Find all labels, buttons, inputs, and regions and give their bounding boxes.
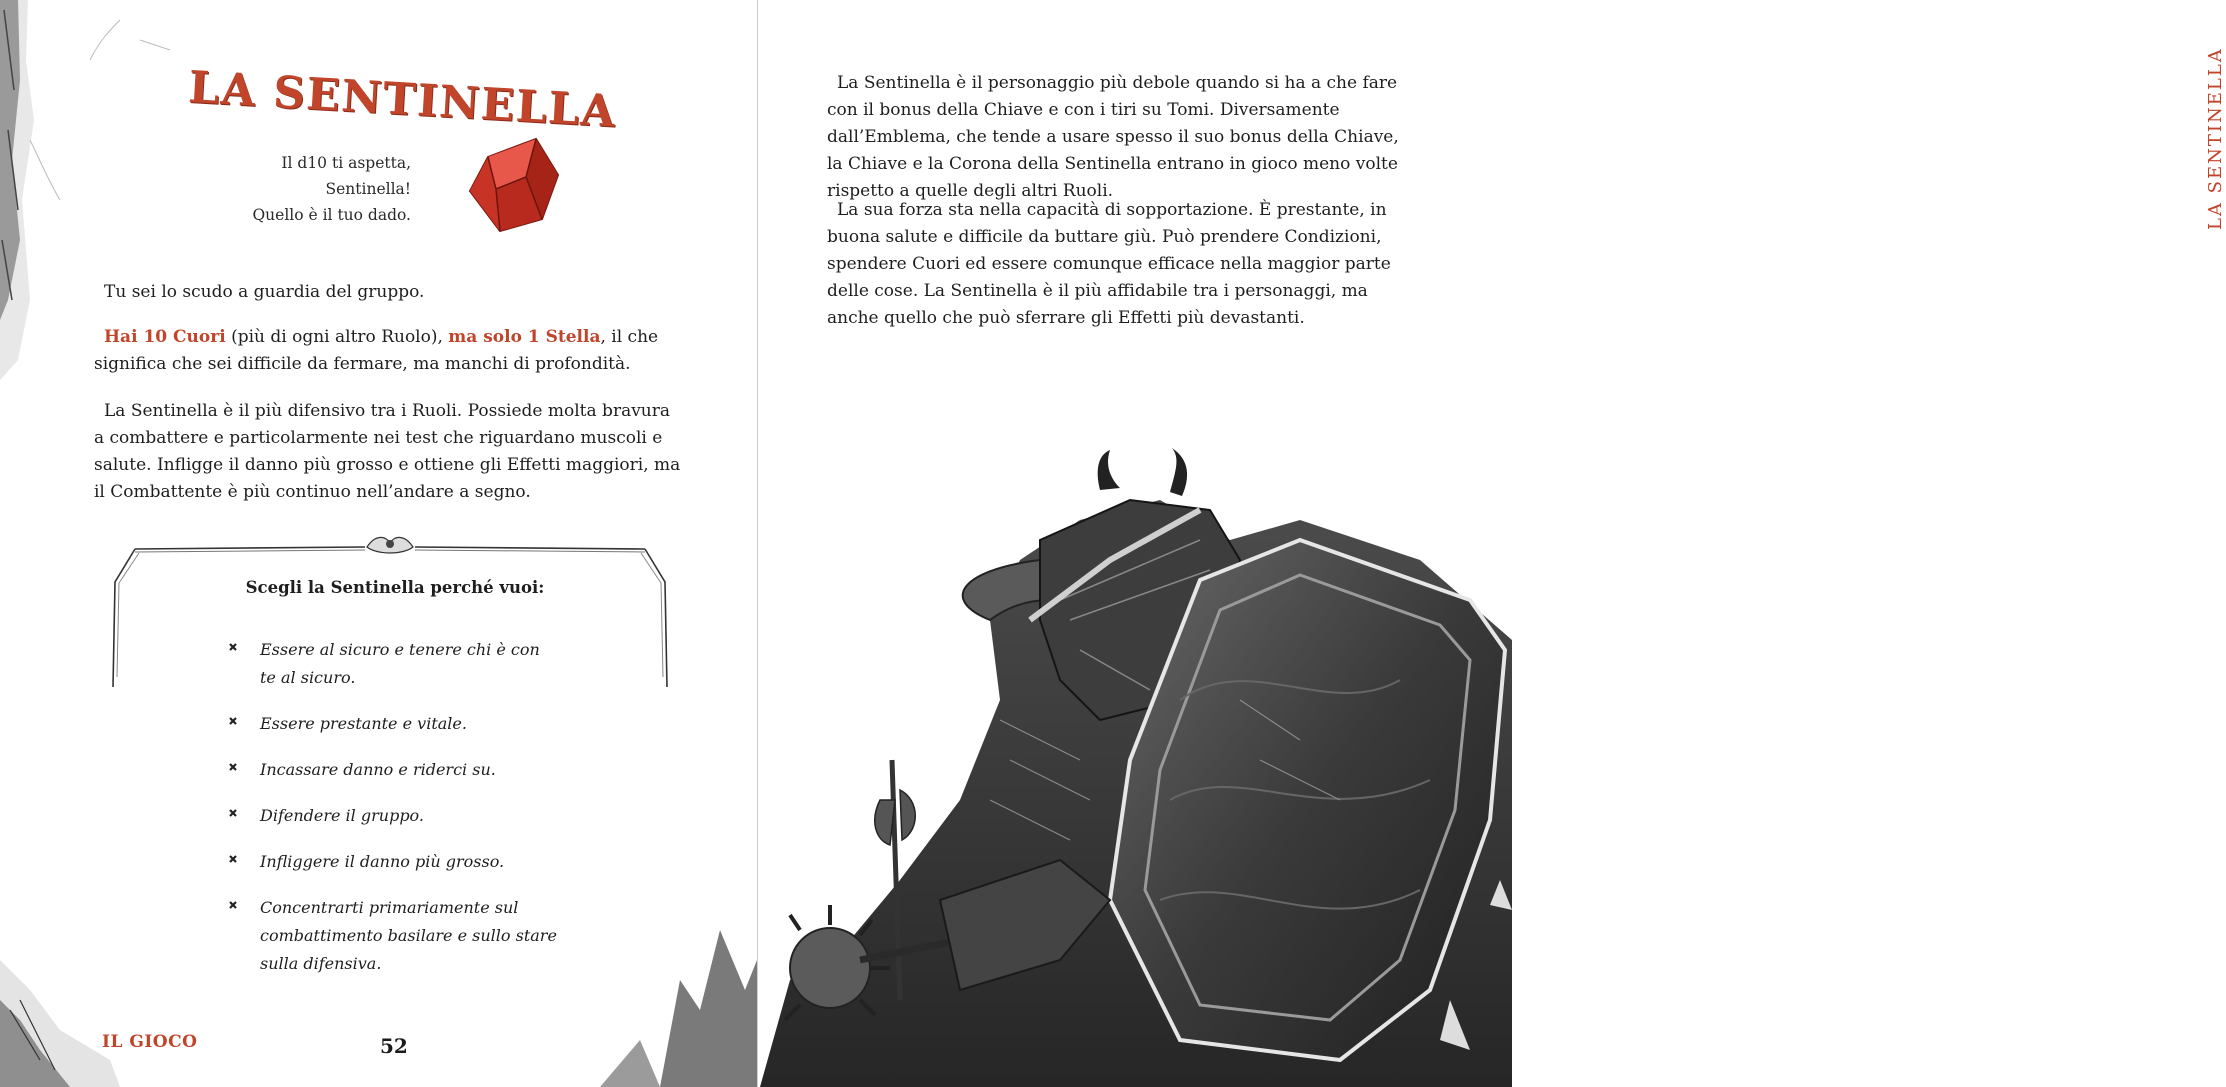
cross-bullet-icon [228, 900, 238, 910]
list-item [228, 848, 558, 876]
list-item-text: Essere al sicuro e tenere chi è con te al sicuro. [260, 640, 540, 687]
intro-line: Sentinella! [325, 180, 411, 198]
list-item [228, 894, 558, 978]
cross-bullet-icon [228, 762, 238, 772]
text-fragment: (più di ogni altro Ruolo), [225, 327, 449, 347]
intro-line: Quello è il tuo dado. [252, 206, 411, 224]
box-heading: Scegli la Sentinella perché vuoi: [245, 578, 545, 597]
highlight-star: ma solo 1 Stella [448, 327, 601, 347]
cross-bullet-icon [228, 716, 238, 726]
list-item [228, 756, 558, 784]
paragraph-strength: La sua forza sta nella capacità di sopportazione. È prestante, in buona salute e difficile da buttare giù. Può prendere Condizioni, spendere Cuori ed essere comunque efficace nella maggior parte delle cose. La Sentinella è il più affidabile tra i personaggi, ma anche quello che può sferrare gli Effetti più devastanti. [827, 200, 1391, 328]
list-item-text: Difendere il gruppo. [260, 806, 424, 825]
list-item-text: Infliggere il danno più grosso. [260, 852, 505, 871]
paragraph-weakness: La Sentinella è il personaggio più debole quando si ha a che fare con il bonus della Chiave e con i tiri su Tomi. Diversamente dall’Emblema, che tende a usare spesso il suo bonus della Chiave, la Chiave e la Corona della Sentinella entrano in gioco meno volte rispetto a quelle degli altri Ruoli. [827, 73, 1399, 201]
d10-die-icon [466, 135, 562, 235]
page-number: 52 [380, 1034, 408, 1058]
footer-section-label: IL GIOCO [102, 1032, 198, 1052]
list-item-text: Essere prestante e vitale. [260, 714, 467, 733]
page-title: LA SENTINELLA [187, 62, 618, 138]
cross-bullet-icon [228, 808, 238, 818]
list-item [228, 636, 558, 692]
intro-caption [252, 150, 411, 228]
cross-bullet-icon [228, 642, 238, 652]
list-item [228, 710, 558, 738]
paragraph-hearts [94, 324, 684, 378]
list-item-text: Concentrarti primariamente sul combattimento basilare e sullo stare sulla difensiva. [260, 898, 557, 973]
highlight-hearts: Hai 10 Cuori [104, 327, 226, 347]
paragraph-shield: Tu sei lo scudo a guardia del gruppo. [104, 282, 425, 302]
cross-bullet-icon [228, 854, 238, 864]
intro-line: Il d10 ti aspetta, [281, 154, 411, 172]
reasons-list [228, 636, 558, 978]
side-running-head: LA SENTINELLA [2205, 47, 2226, 230]
list-item-text: Incassare danno e riderci su. [260, 760, 496, 779]
paragraph-defensive: La Sentinella è il più difensivo tra i Ruoli. Possiede molta bravura a combattere e particolarmente nei test che riguardano muscoli e salute. Infligge il danno più grosso e ottiene gli Effetti maggiori, ma il Combattente è più continuo nell’andare a segno. [94, 401, 681, 502]
list-item [228, 802, 558, 830]
text-fragment: , il che significa che sei difficile da fermare, ma manchi di profondità. [94, 327, 659, 374]
left-page [0, 0, 757, 1087]
